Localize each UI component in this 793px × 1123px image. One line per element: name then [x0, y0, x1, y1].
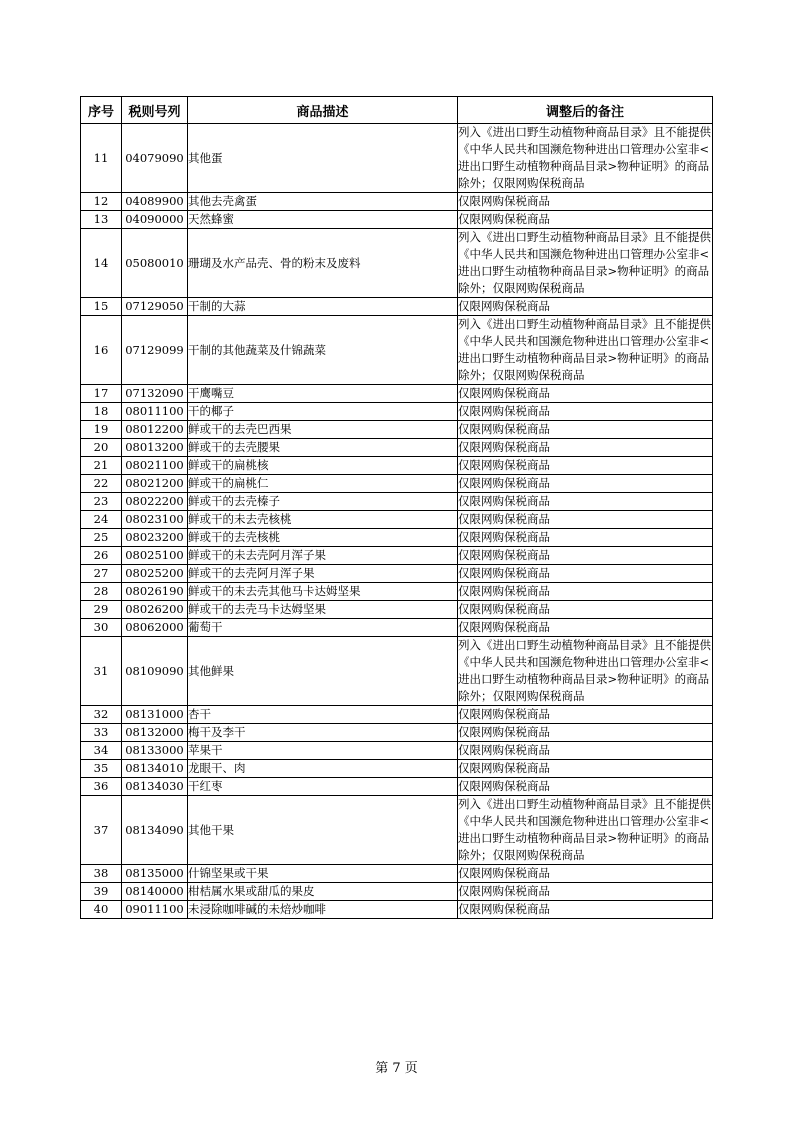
cell-description: 杏干 — [188, 706, 458, 724]
cell-seq: 39 — [81, 883, 122, 901]
cell-tariff-code: 07132090 — [122, 385, 188, 403]
cell-seq: 27 — [81, 565, 122, 583]
cell-description: 什锦坚果或干果 — [188, 865, 458, 883]
table-body — [81, 124, 713, 919]
header-seq: 序号 — [81, 97, 122, 124]
cell-tariff-code: 08025100 — [122, 547, 188, 565]
table-row — [81, 124, 713, 193]
cell-seq: 29 — [81, 601, 122, 619]
cell-description: 其他鲜果 — [188, 637, 458, 706]
cell-note: 列入《进出口野生动植物种商品目录》且不能提供《中华人民共和国濒危物种进出口管理办公室非<进出口野生动植物种商品目录>物种证明》的商品除外；仅限网购保税商品 — [458, 229, 713, 298]
cell-tariff-code: 08109090 — [122, 637, 188, 706]
table-row — [81, 883, 713, 901]
cell-note: 仅限网购保税商品 — [458, 193, 713, 211]
cell-tariff-code: 08134030 — [122, 778, 188, 796]
header-row — [81, 97, 713, 124]
table-row — [81, 493, 713, 511]
table-row — [81, 457, 713, 475]
cell-tariff-code: 08021200 — [122, 475, 188, 493]
cell-tariff-code: 04090000 — [122, 211, 188, 229]
cell-tariff-code: 07129099 — [122, 316, 188, 385]
cell-description: 柑桔属水果或甜瓜的果皮 — [188, 883, 458, 901]
cell-seq: 14 — [81, 229, 122, 298]
cell-tariff-code: 08022200 — [122, 493, 188, 511]
cell-tariff-code: 04079090 — [122, 124, 188, 193]
table-header — [81, 97, 713, 124]
cell-tariff-code: 08135000 — [122, 865, 188, 883]
table-row — [81, 511, 713, 529]
table-row — [81, 211, 713, 229]
cell-seq: 31 — [81, 637, 122, 706]
cell-tariff-code: 08011100 — [122, 403, 188, 421]
table-row — [81, 298, 713, 316]
cell-seq: 11 — [81, 124, 122, 193]
cell-description: 其他干果 — [188, 796, 458, 865]
table-row — [81, 778, 713, 796]
cell-description: 葡萄干 — [188, 619, 458, 637]
cell-seq: 37 — [81, 796, 122, 865]
cell-seq: 20 — [81, 439, 122, 457]
cell-description: 龙眼干、肉 — [188, 760, 458, 778]
cell-seq: 23 — [81, 493, 122, 511]
cell-description: 干制的其他蔬菜及什锦蔬菜 — [188, 316, 458, 385]
cell-note: 仅限网购保税商品 — [458, 901, 713, 919]
table-row — [81, 475, 713, 493]
cell-description: 干鹰嘴豆 — [188, 385, 458, 403]
table-row — [81, 316, 713, 385]
table-row — [81, 865, 713, 883]
cell-description: 鲜或干的未去壳阿月浑子果 — [188, 547, 458, 565]
table-row — [81, 193, 713, 211]
cell-description: 鲜或干的去壳核桃 — [188, 529, 458, 547]
cell-tariff-code: 08062000 — [122, 619, 188, 637]
table-row — [81, 421, 713, 439]
table-row — [81, 619, 713, 637]
table-row — [81, 901, 713, 919]
cell-seq: 19 — [81, 421, 122, 439]
cell-note: 仅限网购保税商品 — [458, 883, 713, 901]
cell-description: 珊瑚及水产品壳、骨的粉末及废料 — [188, 229, 458, 298]
cell-note: 仅限网购保税商品 — [458, 865, 713, 883]
cell-seq: 30 — [81, 619, 122, 637]
cell-description: 干的椰子 — [188, 403, 458, 421]
cell-tariff-code: 08013200 — [122, 439, 188, 457]
cell-description: 鲜或干的去壳马卡达姆坚果 — [188, 601, 458, 619]
cell-seq: 25 — [81, 529, 122, 547]
cell-description: 鲜或干的未去壳其他马卡达姆坚果 — [188, 583, 458, 601]
cell-seq: 21 — [81, 457, 122, 475]
cell-tariff-code: 08140000 — [122, 883, 188, 901]
cell-tariff-code: 08133000 — [122, 742, 188, 760]
table-row — [81, 583, 713, 601]
table-row — [81, 529, 713, 547]
cell-seq: 40 — [81, 901, 122, 919]
cell-description: 鲜或干的去壳腰果 — [188, 439, 458, 457]
table-row — [81, 742, 713, 760]
cell-note: 仅限网购保税商品 — [458, 511, 713, 529]
cell-seq: 22 — [81, 475, 122, 493]
table-row — [81, 403, 713, 421]
cell-tariff-code: 08025200 — [122, 565, 188, 583]
cell-tariff-code: 08023200 — [122, 529, 188, 547]
cell-description: 干红枣 — [188, 778, 458, 796]
table-row — [81, 601, 713, 619]
cell-note: 仅限网购保税商品 — [458, 529, 713, 547]
cell-description: 干制的大蒜 — [188, 298, 458, 316]
cell-tariff-code: 05080010 — [122, 229, 188, 298]
cell-tariff-code: 08134090 — [122, 796, 188, 865]
cell-note: 仅限网购保税商品 — [458, 421, 713, 439]
cell-description: 苹果干 — [188, 742, 458, 760]
cell-description: 天然蜂蜜 — [188, 211, 458, 229]
table-row — [81, 385, 713, 403]
cell-tariff-code: 08021100 — [122, 457, 188, 475]
cell-seq: 32 — [81, 706, 122, 724]
table-row — [81, 796, 713, 865]
cell-note: 仅限网购保税商品 — [458, 403, 713, 421]
cell-note: 仅限网购保税商品 — [458, 547, 713, 565]
cell-description: 鲜或干的未去壳核桃 — [188, 511, 458, 529]
cell-note: 仅限网购保税商品 — [458, 211, 713, 229]
cell-seq: 15 — [81, 298, 122, 316]
cell-seq: 28 — [81, 583, 122, 601]
table-row — [81, 760, 713, 778]
cell-note: 仅限网购保税商品 — [458, 706, 713, 724]
cell-seq: 34 — [81, 742, 122, 760]
table-row — [81, 637, 713, 706]
cell-note: 仅限网购保税商品 — [458, 298, 713, 316]
page-number: 第 7 页 — [375, 1061, 418, 1076]
table-row — [81, 547, 713, 565]
cell-tariff-code: 08012200 — [122, 421, 188, 439]
cell-seq: 12 — [81, 193, 122, 211]
cell-tariff-code: 08132000 — [122, 724, 188, 742]
cell-description: 其他去壳禽蛋 — [188, 193, 458, 211]
cell-tariff-code: 08023100 — [122, 511, 188, 529]
cell-tariff-code: 09011100 — [122, 901, 188, 919]
cell-seq: 35 — [81, 760, 122, 778]
cell-seq: 38 — [81, 865, 122, 883]
table-row — [81, 724, 713, 742]
cell-description: 鲜或干的去壳阿月浑子果 — [188, 565, 458, 583]
cell-seq: 18 — [81, 403, 122, 421]
cell-seq: 13 — [81, 211, 122, 229]
cell-note: 仅限网购保税商品 — [458, 457, 713, 475]
cell-description: 鲜或干的扁桃仁 — [188, 475, 458, 493]
cell-description: 未浸除咖啡碱的未焙炒咖啡 — [188, 901, 458, 919]
cell-note: 仅限网购保税商品 — [458, 601, 713, 619]
cell-tariff-code: 08026190 — [122, 583, 188, 601]
table-row — [81, 706, 713, 724]
cell-seq: 36 — [81, 778, 122, 796]
table-row — [81, 565, 713, 583]
cell-tariff-code: 08134010 — [122, 760, 188, 778]
cell-note: 仅限网购保税商品 — [458, 583, 713, 601]
cell-note: 列入《进出口野生动植物种商品目录》且不能提供《中华人民共和国濒危物种进出口管理办公室非<进出口野生动植物种商品目录>物种证明》的商品除外；仅限网购保税商品 — [458, 796, 713, 865]
cell-note: 仅限网购保税商品 — [458, 475, 713, 493]
cell-note: 仅限网购保税商品 — [458, 724, 713, 742]
cell-seq: 16 — [81, 316, 122, 385]
cell-note: 列入《进出口野生动植物种商品目录》且不能提供《中华人民共和国濒危物种进出口管理办公室非<进出口野生动植物种商品目录>物种证明》的商品除外；仅限网购保税商品 — [458, 637, 713, 706]
cell-description: 其他蛋 — [188, 124, 458, 193]
cell-seq: 33 — [81, 724, 122, 742]
cell-seq: 26 — [81, 547, 122, 565]
cell-description: 鲜或干的去壳榛子 — [188, 493, 458, 511]
cell-note: 仅限网购保税商品 — [458, 385, 713, 403]
header-code: 税则号列 — [122, 97, 188, 124]
cell-note: 仅限网购保税商品 — [458, 778, 713, 796]
cell-note: 仅限网购保税商品 — [458, 565, 713, 583]
cell-description: 鲜或干的去壳巴西果 — [188, 421, 458, 439]
header-description: 商品描述 — [188, 97, 458, 124]
cell-note: 列入《进出口野生动植物种商品目录》且不能提供《中华人民共和国濒危物种进出口管理办公室非<进出口野生动植物种商品目录>物种证明》的商品除外；仅限网购保税商品 — [458, 124, 713, 193]
cell-description: 梅干及李干 — [188, 724, 458, 742]
cell-tariff-code: 04089900 — [122, 193, 188, 211]
cell-note: 仅限网购保税商品 — [458, 619, 713, 637]
cell-note: 仅限网购保税商品 — [458, 439, 713, 457]
cell-tariff-code: 07129050 — [122, 298, 188, 316]
cell-note: 仅限网购保税商品 — [458, 493, 713, 511]
cell-tariff-code: 08026200 — [122, 601, 188, 619]
table-row — [81, 439, 713, 457]
cell-seq: 24 — [81, 511, 122, 529]
cell-tariff-code: 08131000 — [122, 706, 188, 724]
cell-note: 列入《进出口野生动植物种商品目录》且不能提供《中华人民共和国濒危物种进出口管理办公室非<进出口野生动植物种商品目录>物种证明》的商品除外；仅限网购保税商品 — [458, 316, 713, 385]
cell-note: 仅限网购保税商品 — [458, 760, 713, 778]
table-row — [81, 229, 713, 298]
tariff-table — [80, 96, 713, 919]
cell-seq: 17 — [81, 385, 122, 403]
cell-note: 仅限网购保税商品 — [458, 742, 713, 760]
header-note: 调整后的备注 — [458, 97, 713, 124]
cell-description: 鲜或干的扁桃核 — [188, 457, 458, 475]
